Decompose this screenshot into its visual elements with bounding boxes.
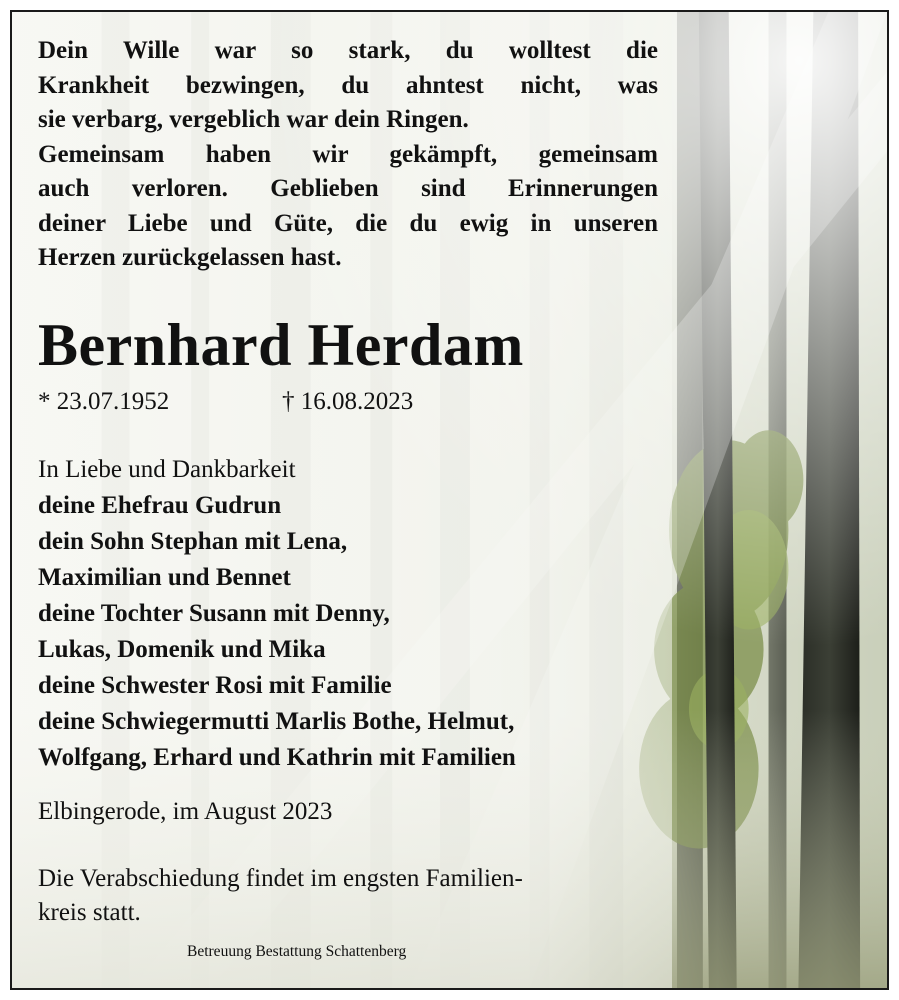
poem-line: deiner Liebe und Güte, die du ewig in unseren <box>38 209 658 237</box>
funeral-note-line: kreis statt. <box>38 899 141 926</box>
funeral-note <box>38 862 523 930</box>
mourners-intro: In Liebe und Dankbarkeit <box>38 456 296 483</box>
mourner-line: Maximilian und Bennet <box>38 564 291 591</box>
place-and-date: Elbingerode, im August 2023 <box>38 798 333 825</box>
mourner-line: Lukas, Domenik und Mika <box>38 636 326 663</box>
mourner-line: deine Schwiegermutti Marlis Bothe, Helmut, <box>38 708 515 735</box>
obituary-card <box>10 10 889 990</box>
mourner-line: deine Tochter Susann mit Denny, <box>38 600 390 627</box>
birth-date: * 23.07.1952 <box>38 388 170 415</box>
poem-line: Gemeinsam haben wir gekämpft, gemeinsam <box>38 140 658 168</box>
poem-line: auch verloren. Geblieben sind Erinnerungen <box>38 175 658 202</box>
poem-line: Herzen zurückgelassen hast. <box>38 244 342 271</box>
funeral-note-line: Die Verabschiedung findet im engsten Familien- <box>38 865 523 892</box>
mourner-line: dein Sohn Stephan mit Lena, <box>38 528 348 555</box>
death-date: † 16.08.2023 <box>282 388 414 415</box>
mourner-line: deine Schwester Rosi mit Familie <box>38 672 392 699</box>
poem-line: sie verbarg, vergeblich war dein Ringen. <box>38 106 469 133</box>
deceased-name: Bernhard Herdam <box>38 312 524 378</box>
mourner-line: deine Ehefrau Gudrun <box>38 492 282 519</box>
poem <box>38 34 658 276</box>
poem-line: Krankheit bezwingen, du ahntest nicht, was <box>38 71 658 99</box>
undertaker-credit: Betreuung Bestattung Schattenberg <box>187 943 407 960</box>
poem-line: Dein Wille war so stark, du wolltest die <box>38 37 658 64</box>
mourner-line: Wolfgang, Erhard und Kathrin mit Familien <box>38 744 516 771</box>
mourners-list <box>38 452 516 776</box>
